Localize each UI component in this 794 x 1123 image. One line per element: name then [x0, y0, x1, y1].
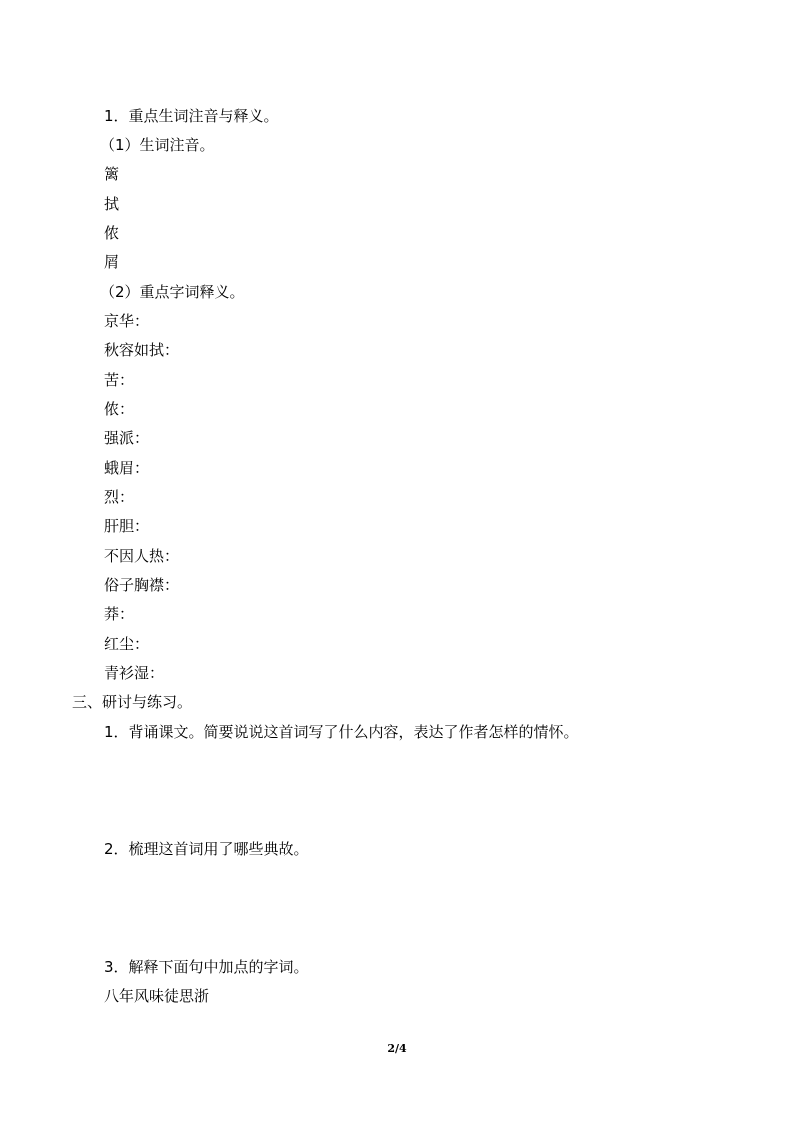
term-item: 蛾眉： [104, 459, 150, 477]
page-number: 2/4 [387, 1042, 407, 1055]
question-2: 2．梳理这首词用了哪些典故。 [104, 840, 309, 858]
term-item: 苦： [104, 371, 135, 389]
term-item: 侬： [104, 400, 135, 418]
question-1: 1．背诵课文。简要说说这首词写了什么内容，表达了作者怎样的情怀。 [104, 723, 579, 741]
term-item: 青衫湿： [104, 664, 165, 682]
item-1-heading: 1．重点生词注音与释义。 [104, 107, 279, 125]
term-item: 红尘： [104, 635, 150, 653]
term-item: 秋容如拭： [104, 341, 180, 359]
term-item: 强派： [104, 429, 150, 447]
sub-2-heading: （2）重点字词释义。 [100, 283, 245, 301]
term-item: 肝胆： [104, 517, 150, 535]
vocab-char: 拭 [104, 195, 120, 213]
term-item: 京华： [104, 312, 150, 330]
term-item: 不因人热： [104, 547, 180, 565]
vocab-char: 篱 [104, 165, 120, 183]
sub-1-heading: （1）生词注音。 [100, 136, 215, 154]
term-item: 莽： [104, 605, 135, 623]
section-3-heading: 三、研讨与练习。 [72, 693, 193, 711]
question-3-sentence: 八年风味徒思浙 [104, 987, 210, 1005]
term-item: 烈： [104, 488, 135, 506]
question-3: 3．解释下面句中加点的字词。 [104, 958, 309, 976]
vocab-char: 屑 [104, 253, 120, 271]
vocab-char: 侬 [104, 224, 120, 242]
term-item: 俗子胸襟： [104, 576, 180, 594]
